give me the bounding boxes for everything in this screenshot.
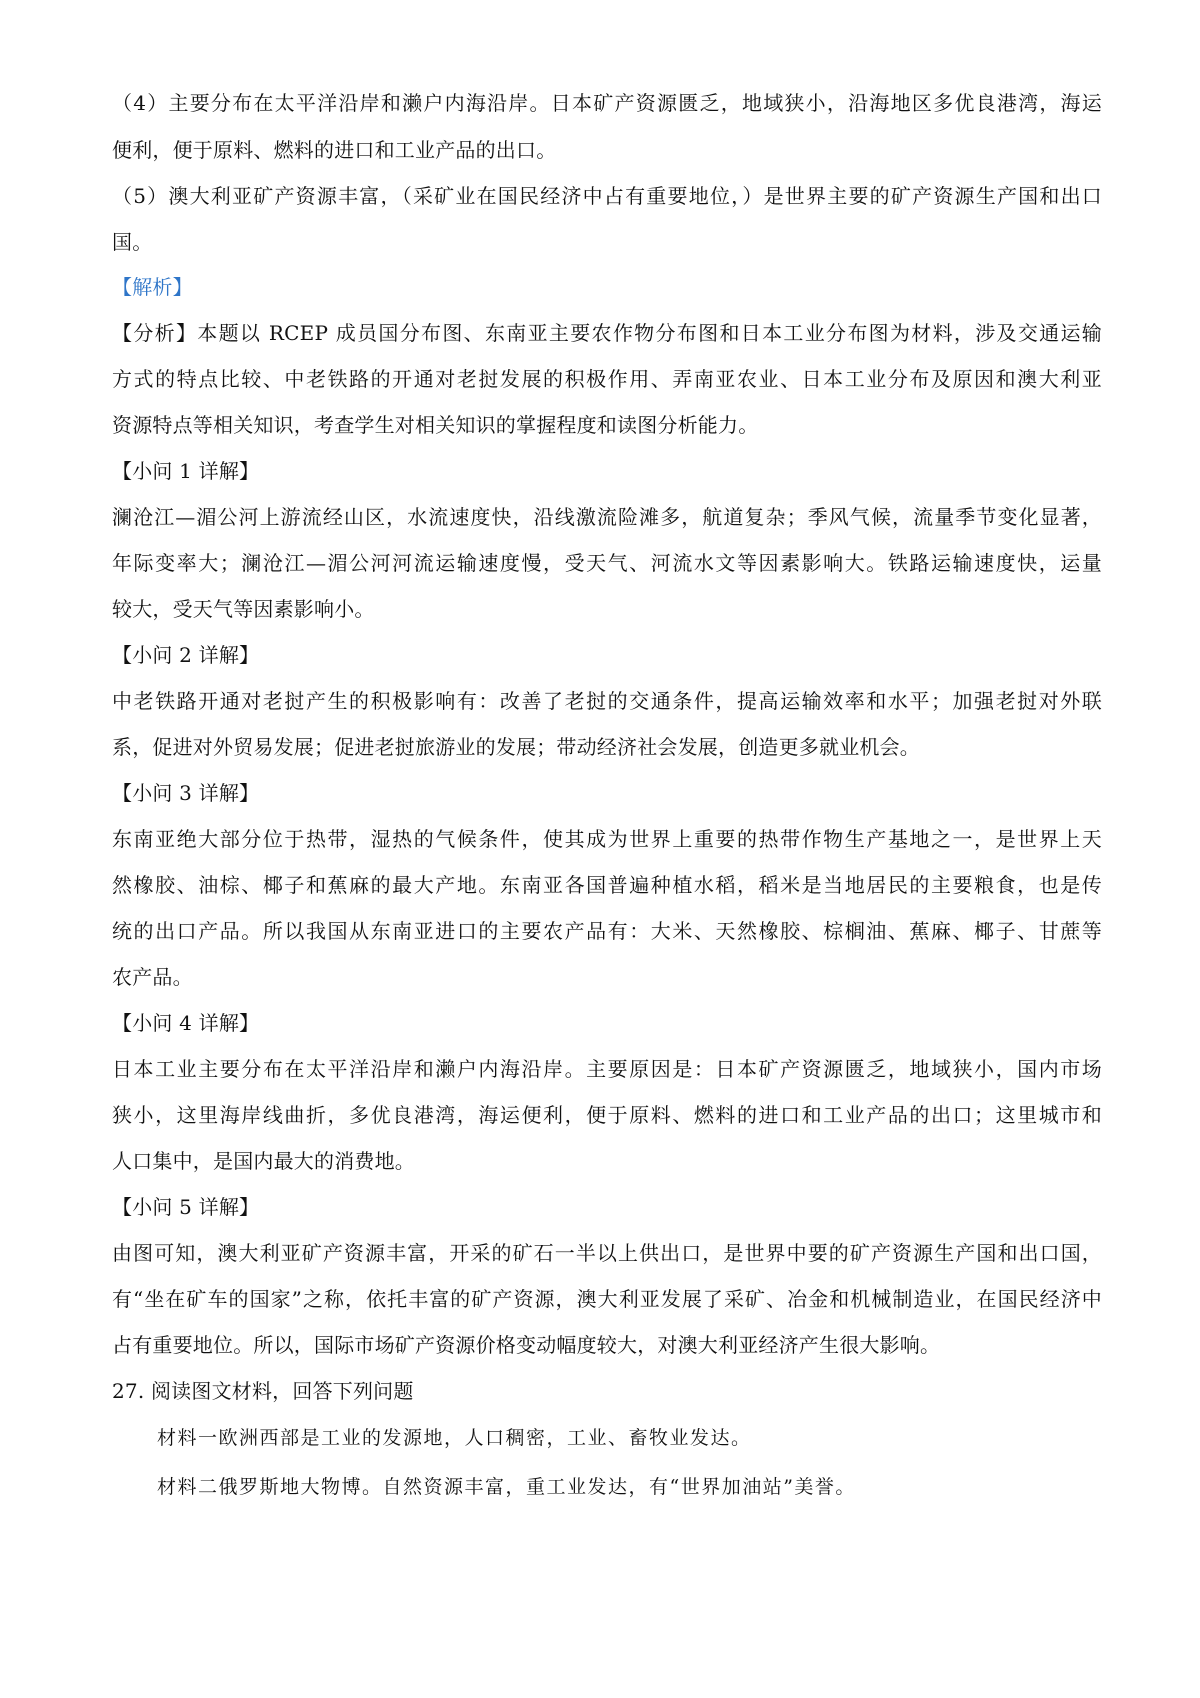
sub-question-5-heading: 【小问 5 详解】	[112, 1195, 260, 1219]
material-1: 材料一欧洲西部是工业的发源地，人口稠密，工业、畜牧业发达。	[157, 1427, 752, 1449]
sub-question-1-line-1: 澜沧江—湄公河上游流经山区，水流速度快，沿线激流险滩多，航道复杂；季风气候，流量季节变化显著，	[112, 505, 1102, 529]
sub-question-5-line-3: 占有重要地位。所以，国际市场矿产资源价格变动幅度较大，对澳大利亚经济产生很大影响。	[112, 1333, 941, 1357]
sub-question-3-line-1: 东南亚绝大部分位于热带，湿热的气候条件，使其成为世界上重要的热带作物生产基地之一，是世界上天	[112, 827, 1102, 851]
analysis-intro-line-3: 资源特点等相关知识，考查学生对相关知识的掌握程度和读图分析能力。	[112, 413, 759, 437]
sub-question-3-line-3: 统的出口产品。所以我国从东南亚进口的主要农产品有：大米、天然橡胶、棕榈油、蕉麻、椰子、甘蔗等	[112, 919, 1102, 943]
question-27-title: 27. 阅读图文材料，回答下列问题	[112, 1379, 414, 1403]
sub-question-2-line-2: 系，促进对外贸易发展；促进老挝旅游业的发展；带动经济社会发展，创造更多就业机会。	[112, 735, 920, 759]
answer-4-line-2: 便利，便于原料、燃料的进口和工业产品的出口。	[112, 138, 557, 162]
sub-question-4-line-1: 日本工业主要分布在太平洋沿岸和濑户内海沿岸。主要原因是：日本矿产资源匮乏，地域狭小，国内市场	[112, 1057, 1102, 1081]
analysis-intro-line-2: 方式的特点比较、中老铁路的开通对老挝发展的积极作用、弄南亚农业、日本工业分布及原因和澳大利亚	[112, 367, 1102, 391]
sub-question-4-heading: 【小问 4 详解】	[112, 1011, 260, 1035]
sub-question-3-line-2: 然橡胶、油棕、椰子和蕉麻的最大产地。东南亚各国普遍种植水稻，稻米是当地居民的主要粮食，也是传	[112, 873, 1102, 897]
sub-question-1-heading: 【小问 1 详解】	[112, 459, 260, 483]
sub-question-2-heading: 【小问 2 详解】	[112, 643, 260, 667]
analysis-intro-line-1: 【分析】本题以 RCEP 成员国分布图、东南亚主要农作物分布图和日本工业分布图为材料，涉及交通运输	[112, 321, 1102, 345]
sub-question-3-line-4: 农产品。	[112, 965, 193, 989]
sub-question-4-line-2: 狭小，这里海岸线曲折，多优良港湾，海运便利，便于原料、燃料的进口和工业产品的出口；这里城市和	[112, 1103, 1102, 1127]
sub-question-4-line-3: 人口集中，是国内最大的消费地。	[112, 1149, 415, 1173]
sub-question-2-line-1: 中老铁路开通对老挝产生的积极影响有：改善了老挝的交通条件，提高运输效率和水平；加强老挝对外联	[112, 689, 1102, 713]
answer-5-line-2: 国。	[112, 230, 153, 254]
sub-question-1-line-3: 较大，受天气等因素影响小。	[112, 597, 375, 621]
material-2: 材料二俄罗斯地大物博。自然资源丰富，重工业发达，有“世界加油站”美誉。	[157, 1476, 856, 1498]
answer-5-line-1: （5）澳大利亚矿产资源丰富，（采矿业在国民经济中占有重要地位，）是世界主要的矿产资源生产国和出口	[112, 184, 1102, 208]
sub-question-5-line-2: 有“坐在矿车的国家”之称，依托丰富的矿产资源，澳大利亚发展了采矿、冶金和机械制造业，在国民经济中	[112, 1287, 1102, 1311]
sub-question-5-line-1: 由图可知，澳大利亚矿产资源丰富，开采的矿石一半以上供出口，是世界中要的矿产资源生产国和出口国，	[112, 1241, 1102, 1265]
answer-4-line-1: （4）主要分布在太平洋沿岸和濑户内海沿岸。日本矿产资源匮乏，地域狭小，沿海地区多优良港湾，海运	[112, 91, 1102, 115]
analysis-heading: 【解析】	[112, 275, 193, 299]
sub-question-3-heading: 【小问 3 详解】	[112, 781, 260, 805]
sub-question-1-line-2: 年际变率大；澜沧江—湄公河河流运输速度慢，受天气、河流水文等因素影响大。铁路运输速度快，运量	[112, 551, 1102, 575]
